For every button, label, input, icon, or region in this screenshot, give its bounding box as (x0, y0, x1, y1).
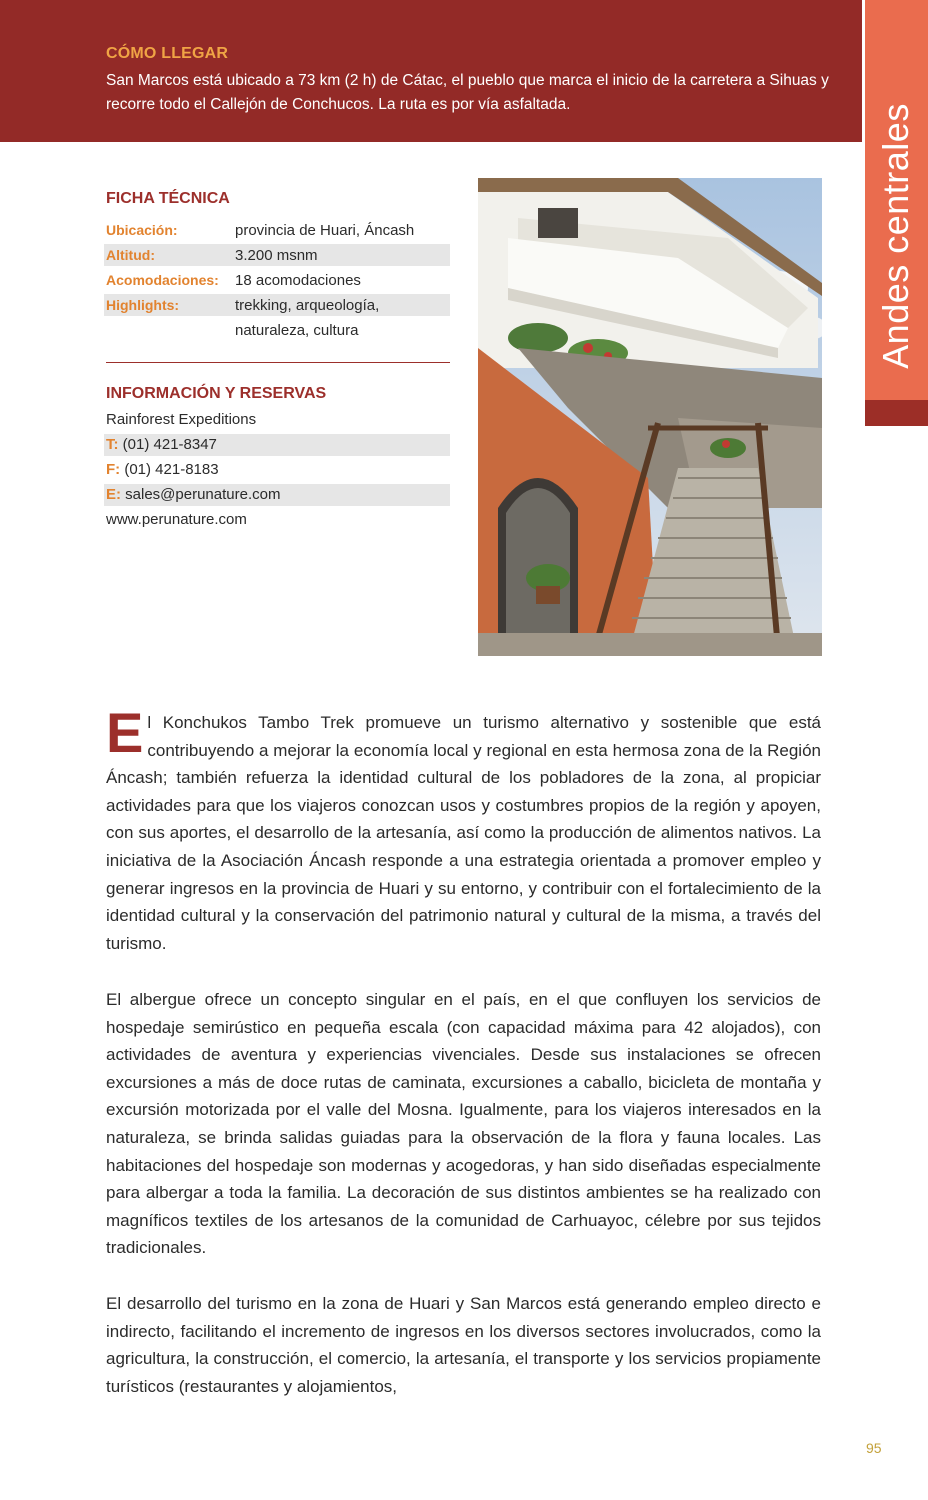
top-banner (0, 0, 862, 142)
banner-heading: CÓMO LLEGAR (106, 45, 229, 62)
section-divider (106, 362, 450, 363)
page-number: 95 (866, 1440, 882, 1456)
lodge-photo-illustration (478, 178, 822, 656)
ficha-label: Highlights: (106, 297, 180, 313)
email-prefix: E: (106, 486, 121, 503)
side-tab-accent (865, 400, 928, 426)
phone-prefix: T: (106, 436, 119, 453)
ficha-label: Ubicación: (106, 222, 178, 238)
ficha-row-altitud (104, 244, 450, 266)
drop-cap: E (106, 701, 144, 764)
ficha-value: 3.200 msnm (235, 247, 318, 264)
info-email[interactable]: sales@perunature.com (121, 486, 281, 503)
ficha-row-highlights (104, 294, 450, 316)
lodge-photo (478, 178, 822, 656)
info-fax-row (104, 459, 450, 481)
ficha-row-acomodaciones (104, 269, 450, 291)
info-title: INFORMACIÓN Y RESERVAS (106, 385, 327, 402)
info-website[interactable]: www.perunature.com (106, 511, 247, 528)
ficha-label: Acomodaciones: (106, 272, 219, 288)
ficha-value: 18 acomodaciones (235, 272, 361, 289)
ficha-label: Altitud: (106, 247, 155, 263)
banner-text: San Marcos está ubicado a 73 km (2 h) de Cátac, el pueblo que marca el inicio de la carretera a Sihuas y recorre todo el Callejón de Conchucos. La ruta es por vía asfaltada. (106, 72, 829, 113)
info-phone: (01) 421-8347 (118, 436, 217, 453)
info-email-row (104, 484, 450, 506)
body-paragraph-3: El desarrollo del turismo en la zona de Huari y San Marcos está generando empleo directo e indirecto, facilitando el incremento de ingresos en los diversos sectores involucrados, como la agricultura, la construcción, el comercio, la artesanía, el transporte y los servicios propiamente turísticos (restaurantes y alojamientos, (106, 1294, 821, 1396)
info-fax: (01) 421-8183 (120, 461, 219, 478)
ficha-value: provincia de Huari, Áncash (235, 222, 415, 239)
ficha-value-continued: naturaleza, cultura (235, 322, 359, 339)
body-paragraph-1 (106, 701, 821, 957)
section-side-label: Andes centrales (875, 103, 916, 369)
fax-prefix: F: (106, 461, 121, 478)
ficha-row-ubicacion (104, 219, 450, 241)
info-phone-row (104, 434, 450, 456)
paragraph-1-text: l Konchukos Tambo Trek promueve un turismo alternativo y sostenible que está contribuyendo a mejorar la economía local y regional en esta hermosa zona de la Región Áncash; también refuerza la identidad cultural de los pobladores de la zona, al propiciar actividades para que los viajeros conozcan usos y costumbres propios de la región y apoyen, con sus aportes, el desarrollo de la artesanía, así como la producción de alimentos nativos. La iniciativa de la Asociación Áncash responde a una estrategia orientada a promover empleo y generar ingresos en la provincia de Huari y su entorno, y contribuir con el fortalecimiento de la identidad cultural y la conservación del patrimonio natural y cultural de la misma, a través del turismo. (106, 713, 821, 953)
ficha-value: trekking, arqueología, (235, 297, 380, 314)
ficha-title: FICHA TÉCNICA (106, 190, 230, 207)
info-company: Rainforest Expeditions (106, 411, 257, 428)
body-paragraph-2: El albergue ofrece un concepto singular en el país, en el que confluyen los servicios de hospedaje semirústico en pequeña escala (con capacidad máxima para 42 alojados), con actividades de aventura y experiencias vivenciales. Desde sus instalaciones se ofrecen excursiones a más de doce rutas de caminata, excursiones a caballo, bicicleta de montaña y excursión motorizada por el valle del Mosna. Igualmente, para los viajeros interesados en la naturaleza, se brinda salidas guiadas para la observación de la flora y fauna locales. Las habitaciones del hospedaje son modernas y acogedoras, y han sido diseñadas especialmente para albergar a toda la familia. La decoración de sus distintos ambientes se ha realizado con magníficos textiles de los artesanos de la comunidad de Carhuayoc, célebre por sus tejidos tradicionales. (106, 990, 821, 1258)
